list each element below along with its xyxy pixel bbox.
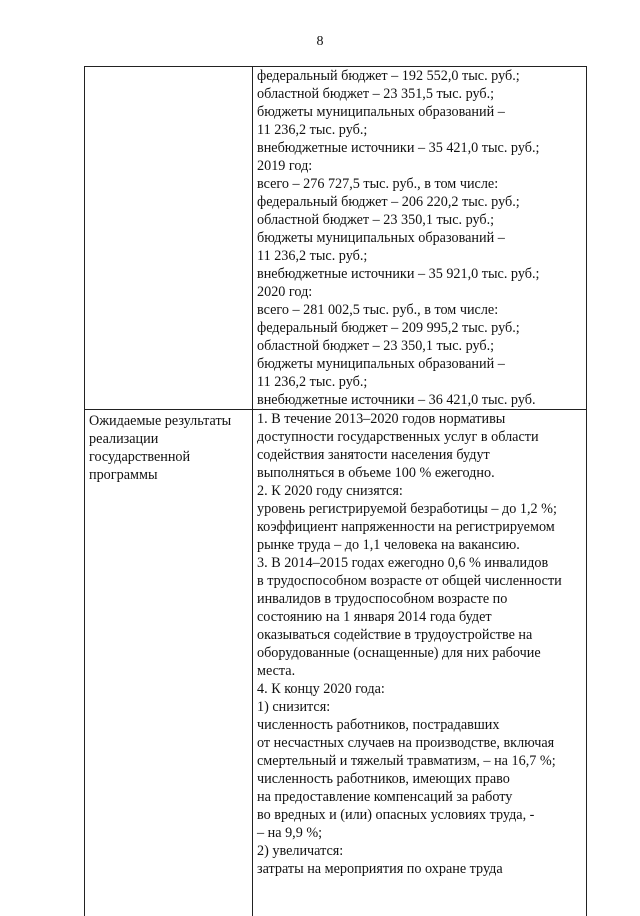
text-line: 11 236,2 тыс. руб.;: [257, 121, 586, 139]
table-row-financing: [85, 67, 587, 410]
text-line: реализации: [89, 430, 248, 448]
text-line: федеральный бюджет – 206 220,2 тыс. руб.;: [257, 193, 586, 211]
text-line: 1) снизится:: [257, 698, 586, 716]
text-line: внебюджетные источники – 36 421,0 тыс. руб.: [257, 391, 586, 409]
text-line: 1. В течение 2013–2020 годов нормативы: [257, 410, 586, 428]
text-line: – на 9,9 %;: [257, 824, 586, 842]
text-line: областной бюджет – 23 350,1 тыс. руб.;: [257, 337, 586, 355]
row2-content-cell: [253, 410, 587, 916]
text-line: 11 236,2 тыс. руб.;: [257, 247, 586, 265]
text-line: 2019 год:: [257, 157, 586, 175]
text-line: затраты на мероприятия по охране труда: [257, 860, 586, 878]
row1-label: [85, 67, 252, 69]
text-line: всего – 281 002,5 тыс. руб., в том числе:: [257, 301, 586, 319]
text-line: бюджеты муниципальных образований –: [257, 355, 586, 373]
text-line: содействия занятости населения будут: [257, 446, 586, 464]
row2-content: [253, 410, 586, 878]
text-line: федеральный бюджет – 209 995,2 тыс. руб.;: [257, 319, 586, 337]
text-line: оказываться содействие в трудоустройстве на: [257, 626, 586, 644]
text-line: федеральный бюджет – 192 552,0 тыс. руб.;: [257, 67, 586, 85]
text-line: уровень регистрируемой безработицы – до 1,2 %;: [257, 500, 586, 518]
program-passport-table: [84, 66, 587, 916]
text-line: коэффициент напряженности на регистрируемом: [257, 518, 586, 536]
row2-label: [85, 410, 252, 484]
text-line: 11 236,2 тыс. руб.;: [257, 373, 586, 391]
row1-content: [253, 67, 586, 409]
text-line: программы: [89, 466, 248, 484]
text-line: места.: [257, 662, 586, 680]
row1-content-cell: [253, 67, 587, 410]
text-line: рынке труда – до 1,1 человека на вакансию.: [257, 536, 586, 554]
text-line: от несчастных случаев на производстве, включая: [257, 734, 586, 752]
text-line: во вредных и (или) опасных условиях труда, -: [257, 806, 586, 824]
text-line: выполняться в объеме 100 % ежегодно.: [257, 464, 586, 482]
text-line: инвалидов в трудоспособном возрасте по: [257, 590, 586, 608]
text-line: всего – 276 727,5 тыс. руб., в том числе:: [257, 175, 586, 193]
text-line: 2. К 2020 году снизятся:: [257, 482, 586, 500]
text-line: внебюджетные источники – 35 421,0 тыс. руб.;: [257, 139, 586, 157]
text-line: 4. К концу 2020 года:: [257, 680, 586, 698]
table-row-expected-results: [85, 410, 587, 916]
text-line: бюджеты муниципальных образований –: [257, 103, 586, 121]
text-line: областной бюджет – 23 350,1 тыс. руб.;: [257, 211, 586, 229]
text-line: смертельный и тяжелый травматизм, – на 16,7 %;: [257, 752, 586, 770]
text-line: внебюджетные источники – 35 921,0 тыс. руб.;: [257, 265, 586, 283]
text-line: государственной: [89, 448, 248, 466]
text-line: 2020 год:: [257, 283, 586, 301]
text-line: численность работников, пострадавших: [257, 716, 586, 734]
text-line: оборудованные (оснащенные) для них рабочие: [257, 644, 586, 662]
row2-label-cell: [85, 410, 253, 916]
text-line: доступности государственных услуг в области: [257, 428, 586, 446]
text-line: численность работников, имеющих право: [257, 770, 586, 788]
page-number: 8: [0, 34, 640, 50]
row1-label-cell: [85, 67, 253, 410]
text-line: состоянию на 1 января 2014 года будет: [257, 608, 586, 626]
text-line: 3. В 2014–2015 годах ежегодно 0,6 % инвалидов: [257, 554, 586, 572]
text-line: бюджеты муниципальных образований –: [257, 229, 586, 247]
text-line: 2) увеличатся:: [257, 842, 586, 860]
text-line: на предоставление компенсаций за работу: [257, 788, 586, 806]
text-line: в трудоспособном возрасте от общей численности: [257, 572, 586, 590]
text-line: областной бюджет – 23 351,5 тыс. руб.;: [257, 85, 586, 103]
text-line: Ожидаемые результаты: [89, 412, 248, 430]
